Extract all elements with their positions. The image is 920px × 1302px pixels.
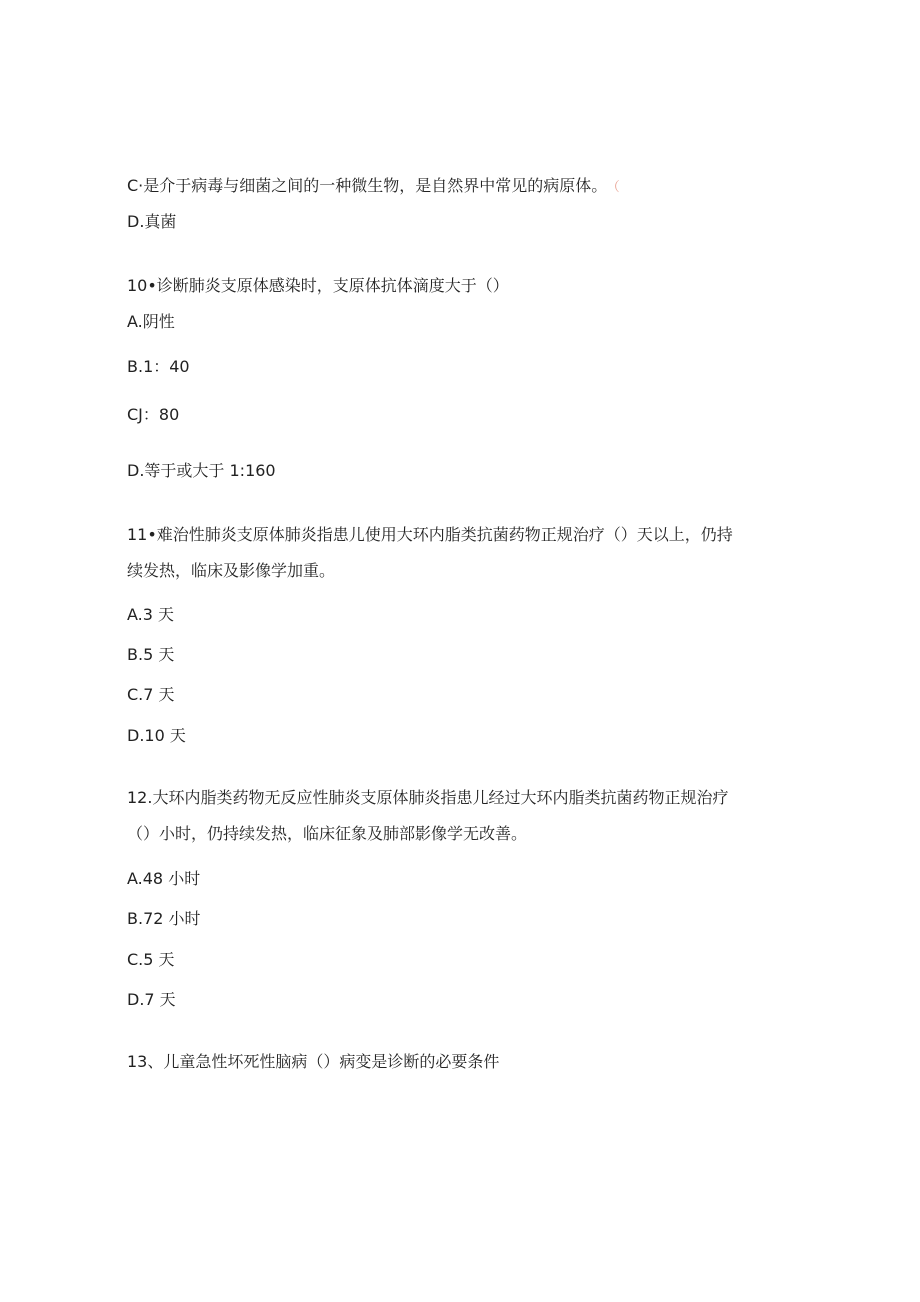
- q9-option-d: D.真菌: [127, 212, 177, 231]
- q11-option-b: B.5 天: [127, 645, 175, 664]
- q12-option-b: B.72 小时: [127, 909, 201, 928]
- q11-stem-line2: 续发热，临床及影像学加重。: [127, 561, 336, 580]
- q11-option-a: A.3 天: [127, 605, 175, 624]
- q11-option-d: D.10 天: [127, 726, 186, 745]
- q12-stem-line1: 12.大环内脂类药物无反应性肺炎支原体肺炎指患儿经过大环内脂类抗菌药物正规治疗: [127, 788, 729, 807]
- q12-option-c: C.5 天: [127, 950, 175, 969]
- q13-stem: 13、儿童急性坏死性脑病（）病变是诊断的必要条件: [127, 1052, 500, 1071]
- q12-option-a: A.48 小时: [127, 869, 201, 888]
- q10-stem: 10•诊断肺炎支原体感染时，支原体抗体滴度大于（）: [127, 276, 509, 295]
- q9-option-c: [127, 176, 620, 198]
- q9-option-c-text: C·是介于病毒与细菌之间的一种微生物，是自然界中常见的病原体。: [127, 176, 608, 195]
- q12-option-d: D.7 天: [127, 990, 176, 1009]
- q10-option-c: CJ：80: [127, 405, 180, 424]
- q10-option-a: A.阴性: [127, 312, 175, 331]
- q11-stem-line1: 11•难治性肺炎支原体肺炎指患儿使用大环内脂类抗菌药物正规治疗（）天以上，仍持: [127, 525, 733, 544]
- q10-option-d: D.等于或大于 1:160: [127, 461, 276, 480]
- q12-stem-line2: （）小时，仍持续发热，临床征象及肺部影像学无改善。: [127, 824, 528, 843]
- q10-option-b: B.1：40: [127, 357, 190, 376]
- q11-option-c: C.7 天: [127, 685, 175, 704]
- q9-option-c-mark: （: [613, 180, 620, 195]
